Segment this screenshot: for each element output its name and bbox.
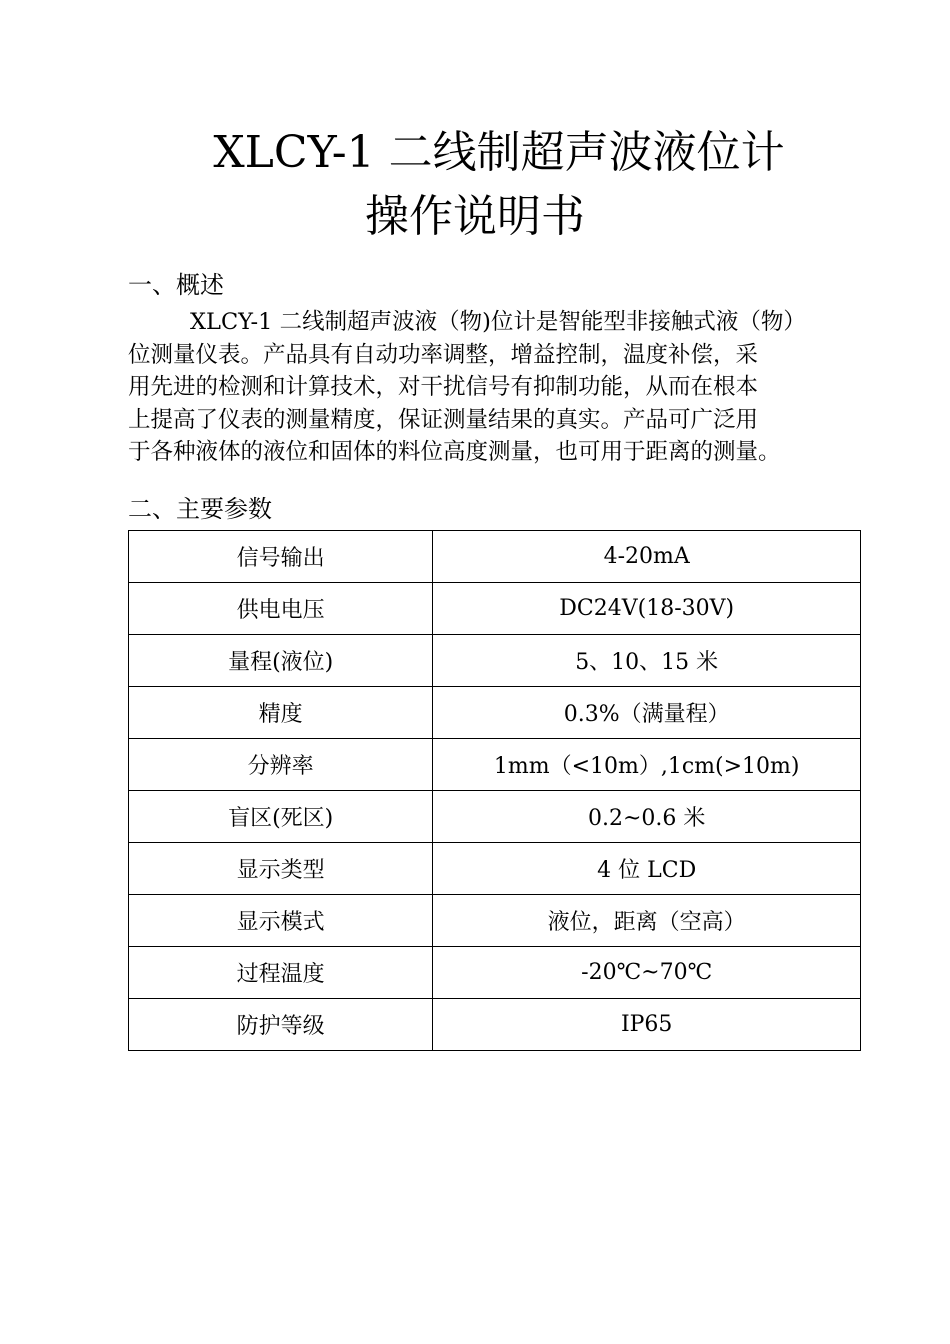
overview-line: 位测量仪表。产品具有自动功率调整，增益控制，温度补偿，采 (128, 341, 759, 368)
param-value-cell: DC24V(18-30V) (433, 583, 861, 635)
param-value-cell: IP65 (433, 999, 861, 1051)
parameters-heading: 二、主要参数 (128, 495, 272, 523)
param-value-cell: 0.3%（满量程） (433, 687, 861, 739)
overview-paragraph (128, 306, 834, 469)
param-name-cell: 信号输出 (129, 531, 433, 583)
param-value-cell: 4-20mA (433, 531, 861, 583)
param-value-cell: 0.2~0.6 米 (433, 791, 861, 843)
param-name-cell: 精度 (129, 687, 433, 739)
table-row (129, 687, 861, 739)
table-row (129, 791, 861, 843)
param-value-cell: -20℃~70℃ (433, 947, 861, 999)
overview-line: 上提高了仪表的测量精度，保证测量结果的真实。产品可广泛用 (128, 406, 759, 433)
table-row (129, 895, 861, 947)
param-name-cell: 显示模式 (129, 895, 433, 947)
table-row (129, 843, 861, 895)
param-value-cell: 4 位 LCD (433, 843, 861, 895)
table-row (129, 583, 861, 635)
table-row (129, 947, 861, 999)
param-value-cell: 5、10、15 米 (433, 635, 861, 687)
overview-heading: 一、概述 (128, 271, 224, 299)
param-value-cell: 液位，距离（空高） (433, 895, 861, 947)
param-name-cell: 供电电压 (129, 583, 433, 635)
overview-line: 于各种液体的液位和固体的料位高度测量，也可用于距离的测量。 (128, 439, 781, 465)
param-name-cell: 防护等级 (129, 999, 433, 1051)
param-name-cell: 分辨率 (129, 739, 433, 791)
param-name-cell: 量程(液位) (129, 635, 433, 687)
param-name-cell: 显示类型 (129, 843, 433, 895)
parameters-table (128, 530, 861, 1051)
table-row (129, 531, 861, 583)
param-value-cell: 1mm（<10m）,1cm(>10m) (433, 739, 861, 791)
table-row (129, 739, 861, 791)
overview-line: 用先进的检测和计算技术，对干扰信号有抑制功能，从而在根本 (128, 374, 759, 400)
document-title-line2: 操作说明书 (365, 191, 585, 242)
document-title-line1: XLCY-1 二线制超声波液位计 (213, 127, 785, 178)
param-name-cell: 过程温度 (129, 947, 433, 999)
table-row (129, 635, 861, 687)
overview-line: XLCY-1 二线制超声波液（物)位计是智能型非接触式液（物） (190, 309, 806, 335)
table-row (129, 999, 861, 1051)
param-name-cell: 盲区(死区) (129, 791, 433, 843)
